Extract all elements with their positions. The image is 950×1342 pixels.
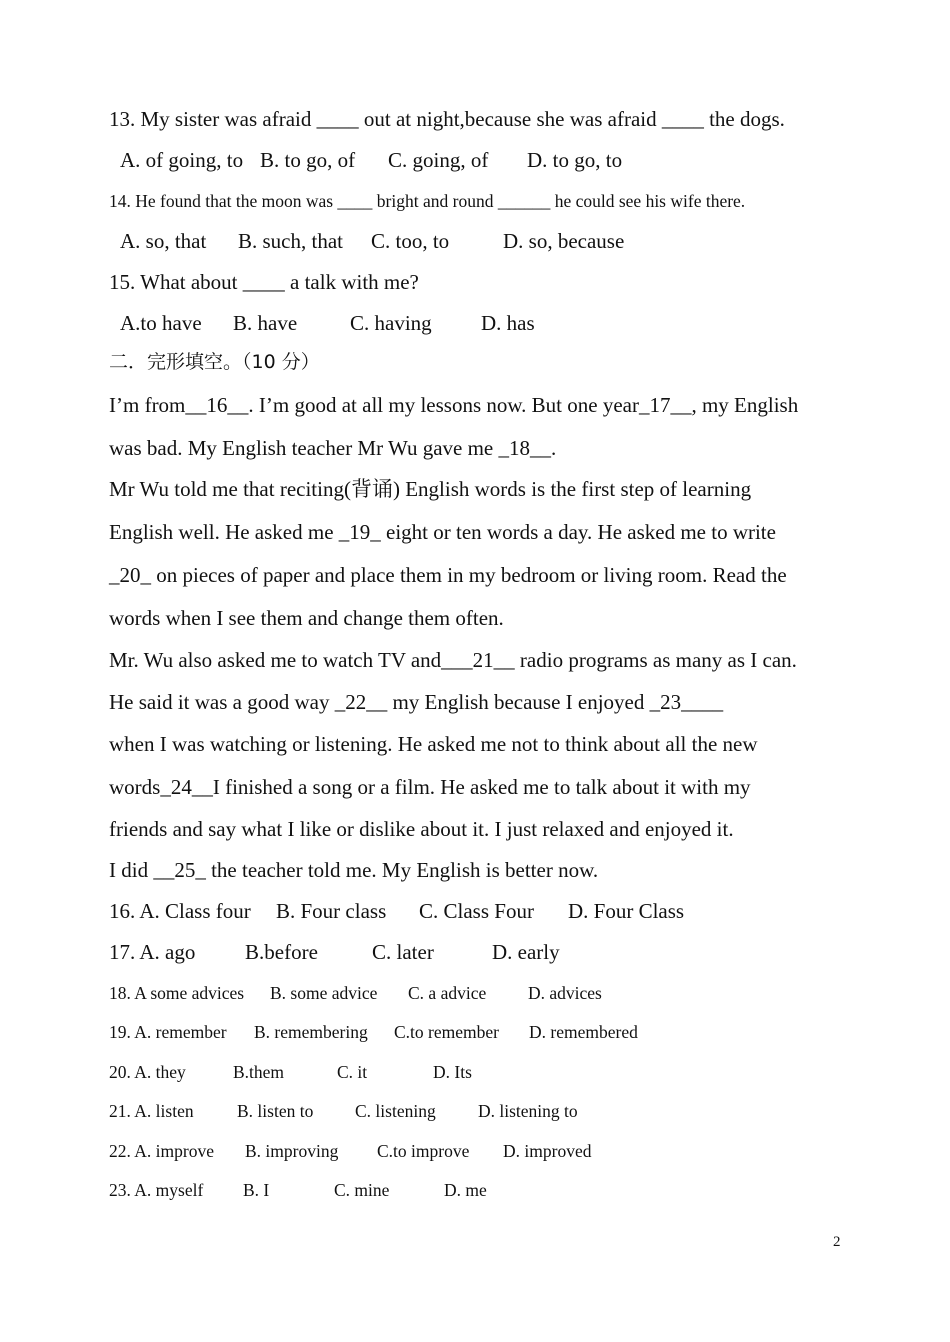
option-c: C. a advice <box>408 983 487 1003</box>
option-a: 23. A. myself <box>109 1180 204 1200</box>
option-b: B. listen to <box>237 1101 314 1121</box>
cloze-line: when I was watching or listening. He asked me not to think about all the new <box>109 732 758 756</box>
option-b: B. remembering <box>254 1022 368 1042</box>
option-d: D. advices <box>528 983 602 1003</box>
option-c: C. too, to <box>371 229 450 253</box>
cloze-line: I’m from__16__. I’m good at all my lessons now. But one year_17__, my English <box>109 393 799 417</box>
option-d: D. has <box>481 311 535 335</box>
option-b: B. to go, of <box>260 148 356 172</box>
option-d: D. listening to <box>478 1101 578 1121</box>
option-c: C. going, of <box>388 148 489 172</box>
option-c: C.to improve <box>377 1141 470 1161</box>
option-b: B. some advice <box>270 983 378 1003</box>
option-c: C. it <box>337 1062 368 1082</box>
page-number: 2 <box>833 1234 841 1250</box>
option-c: C. having <box>350 311 432 335</box>
option-c: C.to remember <box>394 1022 499 1042</box>
option-c: C. later <box>372 940 434 964</box>
cloze-line: friends and say what I like or dislike about it. I just relaxed and enjoyed it. <box>109 817 734 841</box>
option-c: C. Class Four <box>419 899 534 923</box>
cloze-line: was bad. My English teacher Mr Wu gave me _18__. <box>109 436 557 460</box>
cloze-line: English well. He asked me _19_ eight or ten words a day. He asked me to write <box>109 520 776 544</box>
option-d: D. me <box>444 1180 487 1200</box>
cloze-line: I did __25_ the teacher told me. My English is better now. <box>109 858 599 882</box>
option-d: D. early <box>492 940 560 964</box>
cloze-line: Mr Wu told me that reciting(背诵) English words is the first step of learning <box>109 477 752 501</box>
cloze-line: words when I see them and change them often. <box>109 606 504 630</box>
cloze-line: _20_ on pieces of paper and place them in my bedroom or living room. Read the <box>109 563 787 587</box>
question-14-stem: 14. He found that the moon was ____ bright and round ______ he could see his wife there. <box>109 191 746 211</box>
option-b: B. improving <box>245 1141 339 1161</box>
question-13-stem: 13. My sister was afraid ____ out at night,because she was afraid ____ the dogs. <box>109 107 785 131</box>
option-c: C. listening <box>355 1101 436 1121</box>
option-b: B. I <box>243 1180 270 1200</box>
cloze-line: He said it was a good way _22__ my English because I enjoyed _23____ <box>109 690 724 714</box>
option-a: 21. A. listen <box>109 1101 194 1121</box>
option-a: A.to have <box>120 311 202 335</box>
option-d: D. improved <box>503 1141 592 1161</box>
option-a: 22. A. improve <box>109 1141 214 1161</box>
option-a: 17. A. ago <box>109 940 196 964</box>
option-d: D. so, because <box>503 229 625 253</box>
option-a: 20. A. they <box>109 1062 186 1082</box>
option-c: C. mine <box>334 1180 390 1200</box>
option-b: B. have <box>233 311 298 335</box>
option-d: D. Its <box>433 1062 472 1082</box>
option-a: 18. A some advices <box>109 983 245 1003</box>
cloze-line: Mr. Wu also asked me to watch TV and___21__ radio programs as many as I can. <box>109 648 797 672</box>
option-d: D. remembered <box>529 1022 638 1042</box>
option-b: B. such, that <box>238 229 343 253</box>
cloze-line: words_24__I finished a song or a film. He asked me to talk about it with my <box>109 775 751 799</box>
option-b: B.before <box>245 940 318 964</box>
option-a: 16. A. Class four <box>109 899 251 923</box>
cloze-options-23 <box>109 1180 487 1270</box>
option-a: 19. A. remember <box>109 1022 227 1042</box>
option-b: B. Four class <box>276 899 387 923</box>
option-a: A. so, that <box>120 229 207 253</box>
cloze-heading: 二．完形填空。（10 分） <box>109 351 320 373</box>
option-b: B.them <box>233 1062 285 1082</box>
option-d: D. to go, to <box>527 148 623 172</box>
option-a: A. of going, to <box>120 148 244 172</box>
option-d: D. Four Class <box>568 899 685 923</box>
question-15-stem: 15. What about ____ a talk with me? <box>109 270 419 294</box>
